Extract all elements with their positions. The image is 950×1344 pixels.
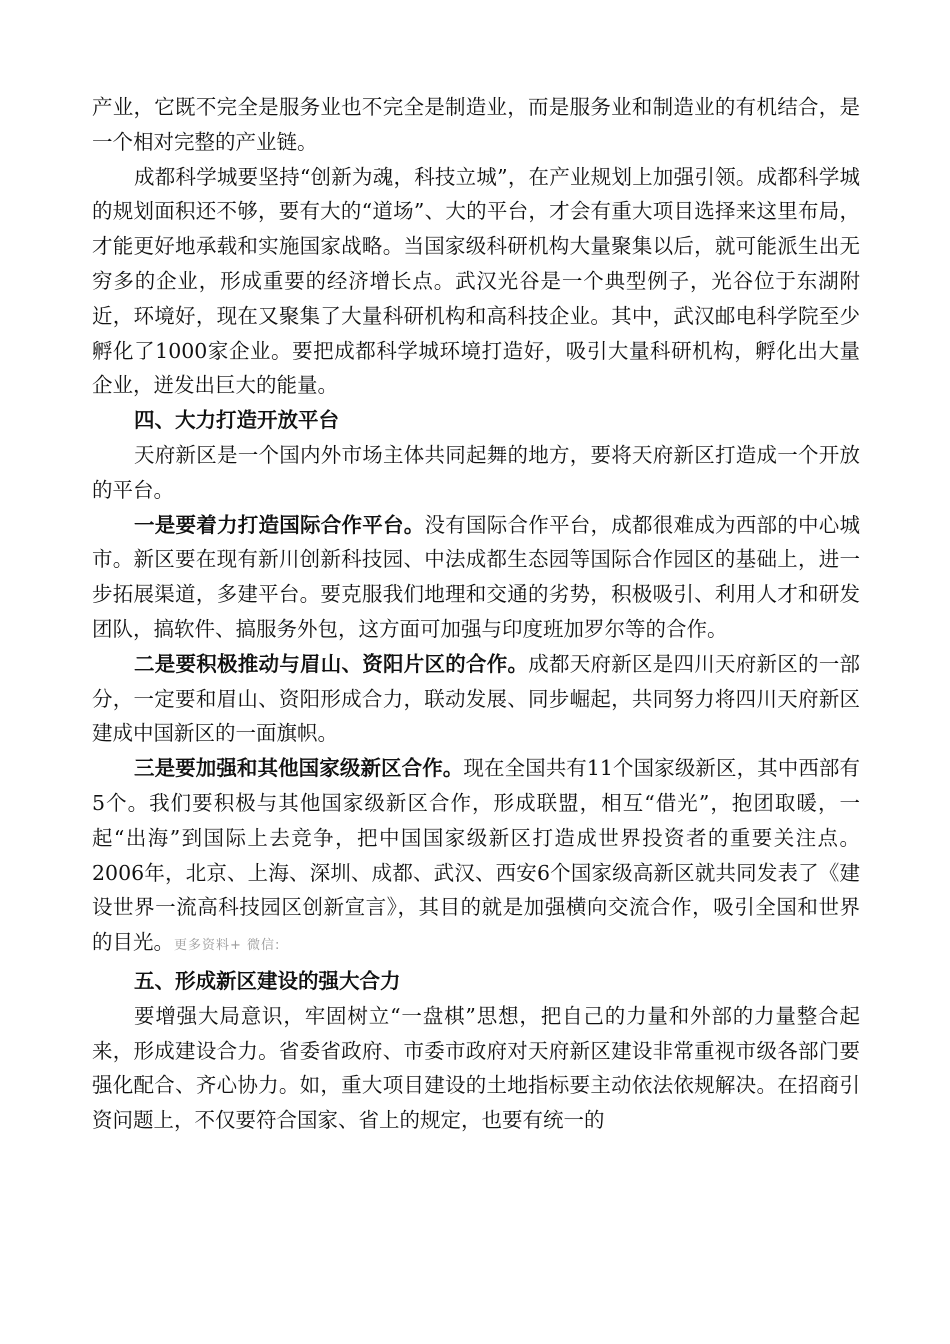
paragraph-body-3: 现在全国共有11个国家级新区，其中西部有5个。我们要积极与其他国家级新区合作，形成联盟，相互“借光”，抱团取暖，一起“出海”到国际上去竞争，把中国国家级新区打造成世界投资者的重要关注点。2006年，北京、上海、深圳、成都、武汉、西安6个国家级高新区就共同发表了《建设世界一流高科技园区创新宣言》，其目的就是加强横向交流合作，吸引全国和世界的目光。: [92, 756, 860, 955]
lead-sentence-2: 二是要积极推动与眉山、资阳片区的合作。: [134, 651, 529, 676]
paragraph-science-city: 成都科学城要坚持“创新为魂，科技立城”，在产业规划上加强引领。成都科学城的规划面积还不够，要有大的“道场”、大的平台，才会有重大项目选择来这里布局，才能更好地承载和实施国家战略。当国家级科研机构大量聚集以后，就可能派生出无穷多的企业，形成重要的经济增长点。武汉光谷是一个典型例子，光谷位于东湖附近，环境好，现在又聚集了大量科研机构和高科技企业。其中，武汉邮电科学院至少孵化了1000家企业。要把成都科学城环境打造好，吸引大量科研机构，孵化出大量企业，迸发出巨大的能量。: [92, 164, 860, 398]
section-heading-5: 五、形成新区建设的强大合力: [134, 968, 401, 993]
lead-sentence-1: 一是要着力打造国际合作平台。: [134, 512, 425, 537]
section-heading-4: 四、大力打造开放平台: [134, 408, 339, 433]
lead-sentence-3: 三是要加强和其他国家级新区合作。: [134, 756, 464, 781]
paragraph-industry-chain: 产业，它既不完全是服务业也不完全是制造业，而是服务业和制造业的有机结合，是一个相对完整的产业链。: [92, 95, 860, 154]
document-body: [92, 90, 860, 1138]
paragraph-international-cooperation: [92, 508, 860, 647]
paragraph-body-1: 没有国际合作平台，成都很难成为西部的中心城市。新区要在现有新川创新科技园、中法成都生态园等国际合作园区的基础上，进一步拓展渠道，多建平台。要克服我们地理和交通的劣势，积极吸引、利用人才和研发团队，搞软件、搞服务外包，这方面可加强与印度班加罗尔等的合作。: [92, 512, 860, 641]
paragraph-national-new-areas: [92, 751, 860, 964]
paragraph-meishan-ziyang: [92, 647, 860, 751]
watermark-note: 更多资料+ 微信:: [174, 938, 281, 954]
paragraph-open-platform-intro: 天府新区是一个国内外市场主体共同起舞的地方，要将天府新区打造成一个开放的平台。: [92, 442, 860, 502]
paragraph-body-2: 成都天府新区是四川天府新区的一部分，一定要和眉山、资阳形成合力，联动发展、同步崛起，共同努力将四川天府新区建成中国新区的一面旗帜。: [92, 651, 860, 746]
paragraph-joint-force: 要增强大局意识，牢固树立“一盘棋”思想，把自己的力量和外部的力量整合起来，形成建设合力。省委省政府、市委市政府对天府新区建设非常重视市级各部门要强化配合、齐心协力。如，重大项目建设的土地指标要主动依法依规解决。在招商引资问题上，不仅要符合国家、省上的规定，也要有统一的: [92, 1003, 860, 1133]
